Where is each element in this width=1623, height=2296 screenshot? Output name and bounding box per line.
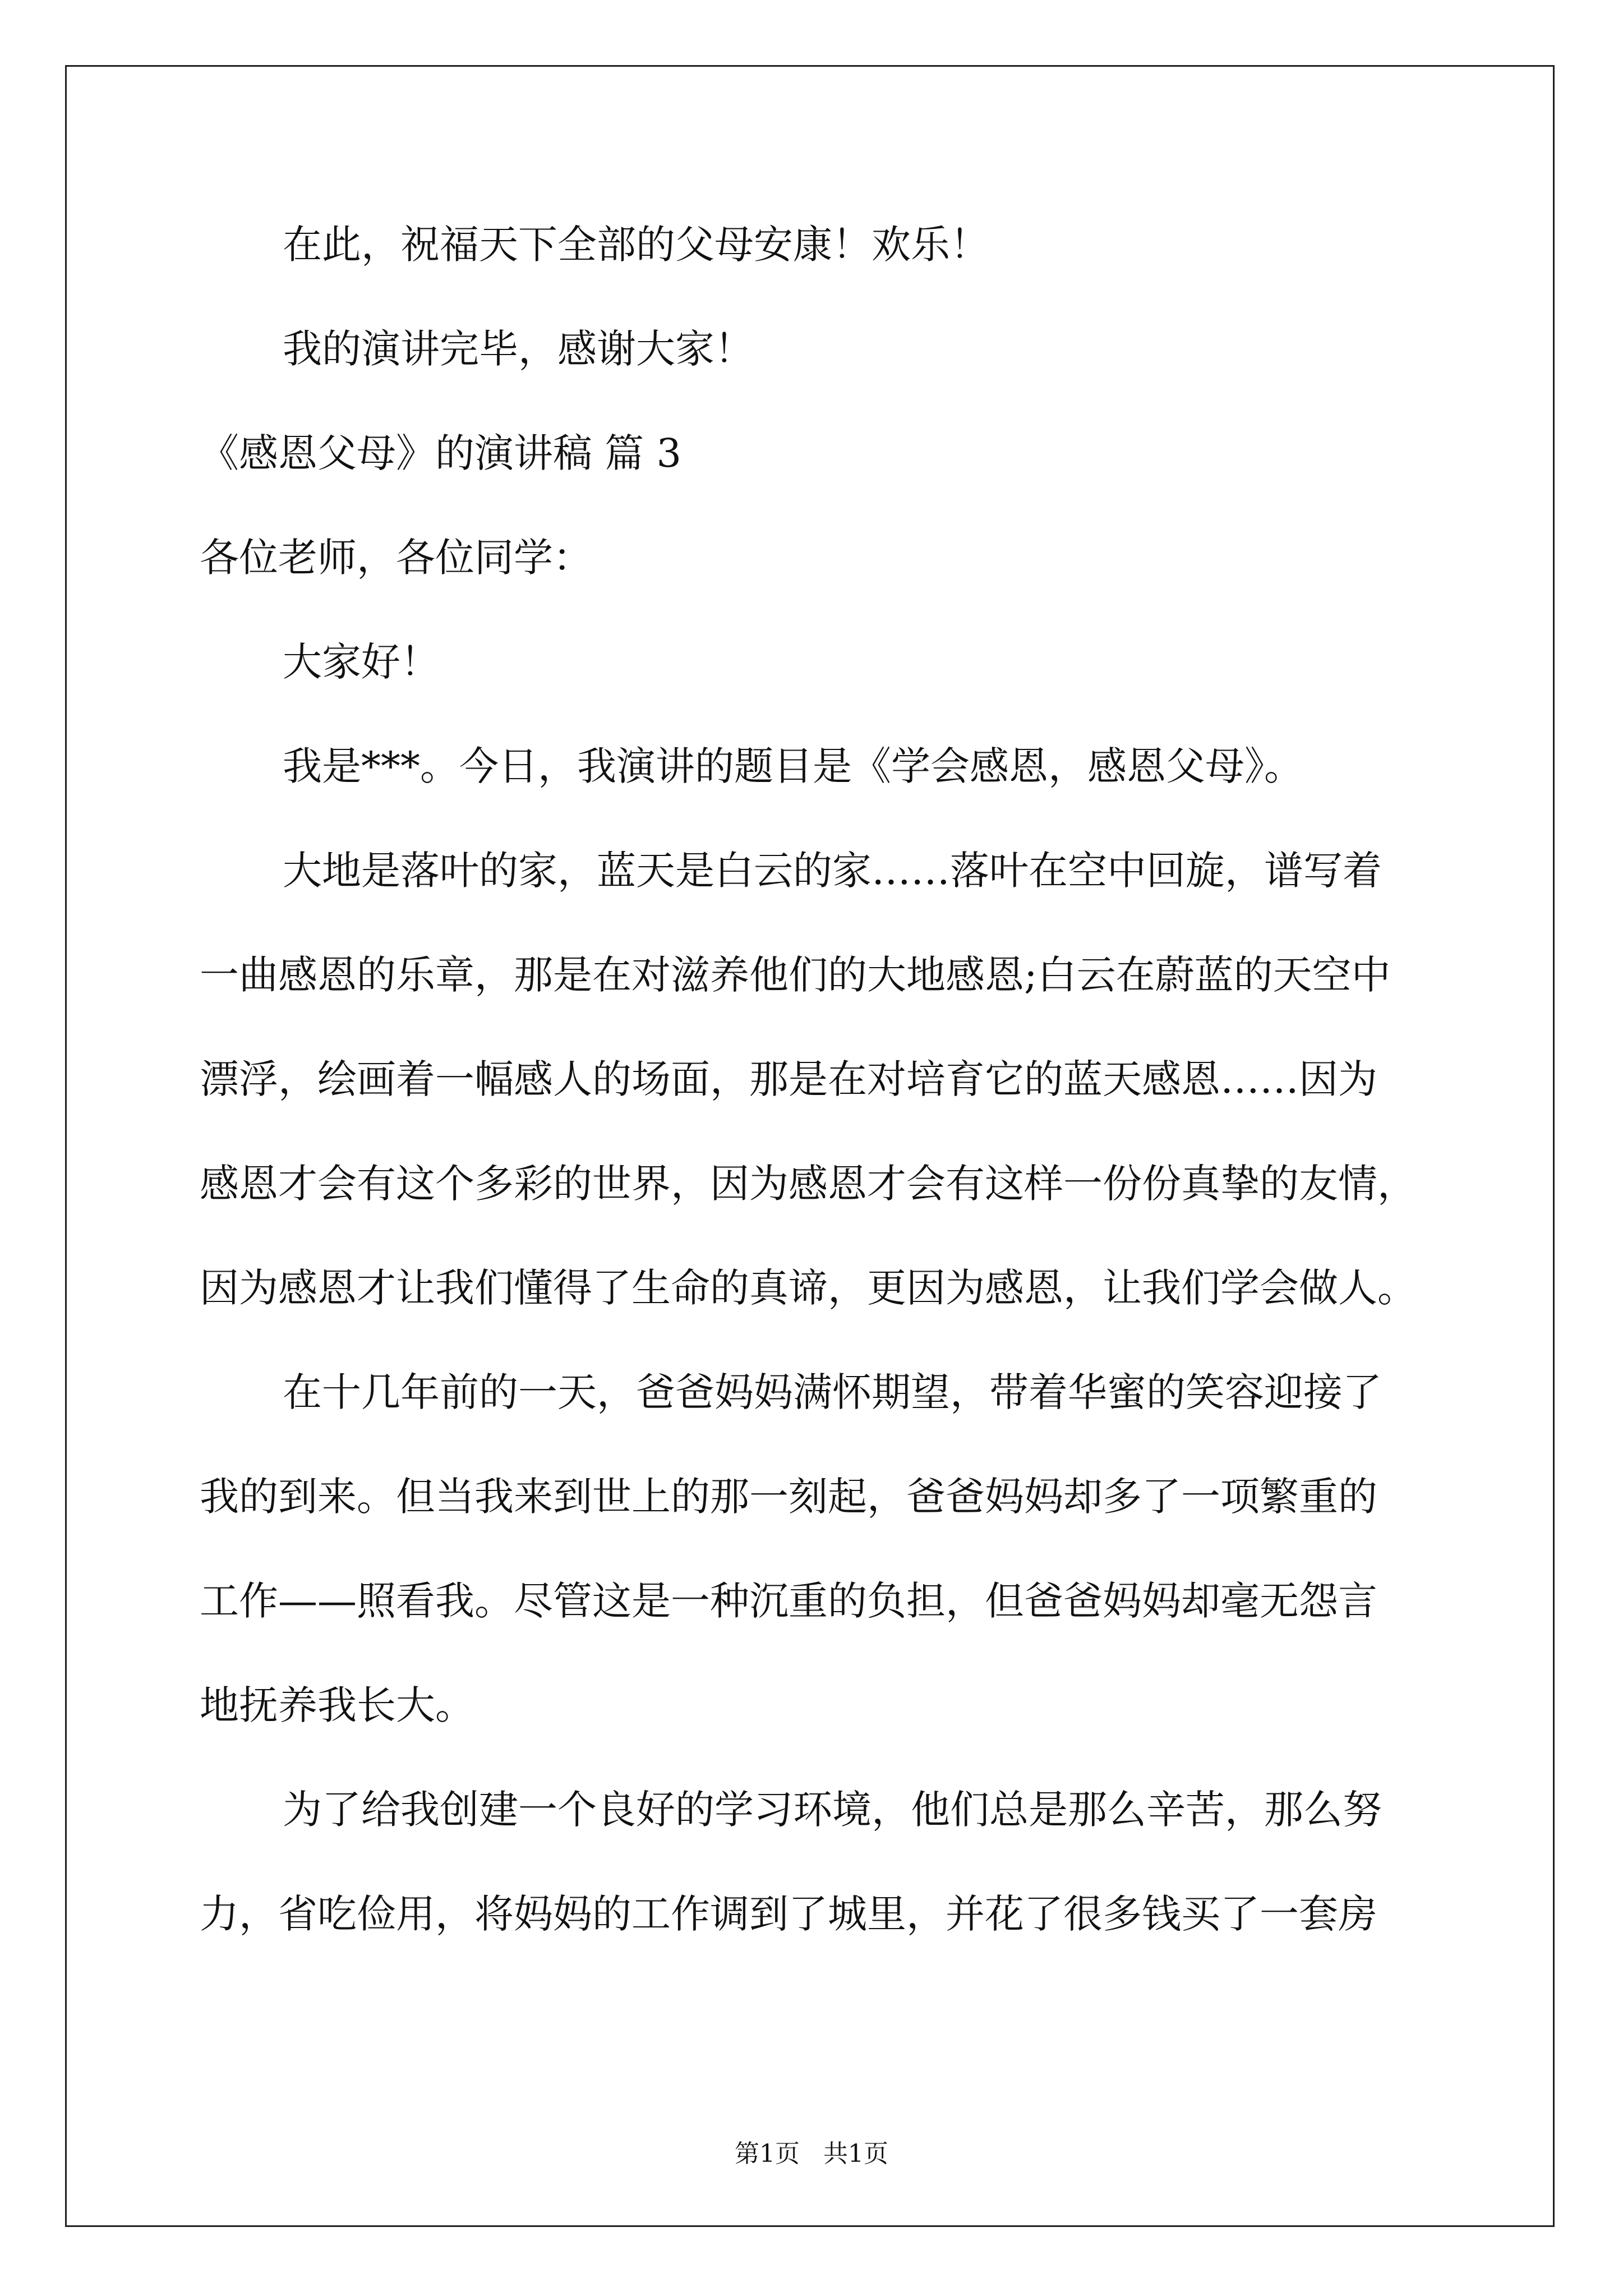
section-title: 《感恩父母》的演讲稿 篇 3 [200, 430, 682, 476]
greeting: 大家好！ [283, 639, 440, 685]
paragraph-birth-line-4: 地抚养我长大。 [200, 1682, 474, 1728]
paragraph-gratitude-line-4: 感恩才会有这个多彩的世界，因为感恩才会有这样一份份真挚的友情， [200, 1161, 1417, 1207]
paragraph-gratitude-line-2: 一曲感恩的乐章，那是在对滋养他们的大地感恩;白云在蔚蓝的天空中 [200, 952, 1391, 998]
paragraph-birth-line-1: 在十几年前的一天，爸爸妈妈满怀期望，带着华蜜的笑容迎接了 [283, 1369, 1382, 1415]
paragraph-gratitude-line-3: 漂浮，绘画着一幅感人的场面，那是在对培育它的蓝天感恩……因为 [200, 1056, 1377, 1102]
document-body [200, 218, 1478, 1941]
introduction: 我是***。今日，我演讲的题目是《学会感恩，感恩父母》。 [283, 743, 1303, 789]
paragraph-blessing: 在此，祝福天下全部的父母安康！欢乐！ [283, 222, 989, 268]
page-footer: 第1页 共1页 [735, 2139, 888, 2168]
paragraph-gratitude-line-1: 大地是落叶的家，蓝天是白云的家……落叶在空中回旋，谱写着 [283, 848, 1382, 894]
salutation: 各位老师，各位同学： [200, 535, 592, 581]
paragraph-birth-line-3: 工作——照看我。尽管这是一种沉重的负担，但爸爸妈妈却毫无怨言 [200, 1578, 1377, 1624]
paragraph-birth-line-2: 我的到来。但当我来到世上的那一刻起，爸爸妈妈却多了一项繁重的 [200, 1474, 1377, 1520]
paragraph-study-line-2: 力，省吃俭用，将妈妈的工作调到了城里，并花了很多钱买了一套房 [200, 1891, 1377, 1937]
paragraph-closing: 我的演讲完毕，感谢大家！ [283, 326, 754, 372]
paragraph-study-line-1: 为了给我创建一个良好的学习环境，他们总是那么辛苦，那么努 [283, 1787, 1382, 1833]
paragraph-gratitude-line-5: 因为感恩才让我们懂得了生命的真谛，更因为感恩，让我们学会做人。 [200, 1265, 1417, 1311]
